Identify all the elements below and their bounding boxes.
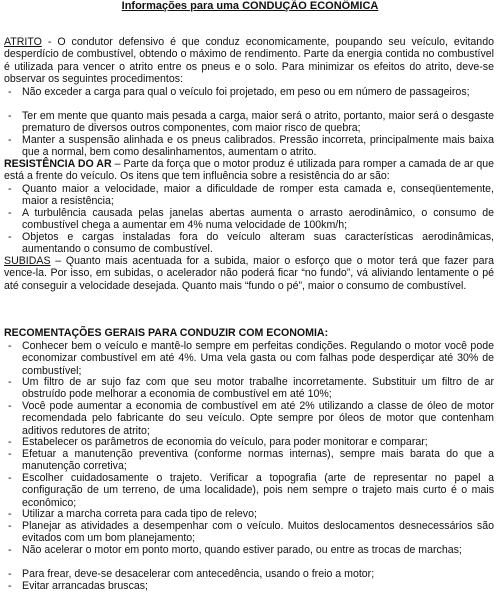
recomendacao-item-text: Você pode aumentar a economia de combustível em até 2% utilizando a classe de óleo de motor recomendada pelo fabricante do seu veículo. Opte sempre por óleos de motor que contenham aditivos redutores de atrito;	[22, 400, 494, 437]
recomendacoes-heading: RECOMENTAÇÕES GERAIS PARA CONDUZIR COM ECONOMIA:	[4, 327, 329, 339]
resistencia-paragraph	[4, 158, 494, 183]
atrito-paragraph	[4, 36, 494, 85]
bullet-dash: -	[8, 520, 12, 532]
bullet-dash: -	[8, 134, 12, 146]
bullet-dash: -	[8, 231, 12, 243]
recomendacao-item	[8, 436, 494, 448]
resistencia-item-text: Objetos e cargas instaladas fora do veículo alteram suas características aerodinâmicas, aumentando o consumo de combustível.	[22, 231, 494, 256]
atrito-heading: ATRITO	[4, 36, 42, 48]
recomendacao-item	[8, 580, 494, 592]
bullet-dash: -	[8, 340, 12, 352]
recomendacao-item-text: Um filtro de ar sujo faz com que seu motor trabalhe incorretamente. Substituir um filtro de ar obstruído pode melhorar a economia de combustível em até 10%;	[22, 376, 494, 401]
resistencia-item-text: Quanto maior a velocidade, maior a dificuldade de romper esta camada e, conseqüentemente, maior a resistência;	[22, 183, 494, 208]
recomendacao-item-text: Evitar arrancadas bruscas;	[22, 580, 149, 592]
recomendacao-item	[8, 376, 494, 401]
recomendacao-item-text: Conhecer bem o veículo e mantê-lo sempre em perfeitas condições. Regulando o motor você pode economizar combustível em até 4%. Uma vela gasta ou com falhas pode desperdiçar até 30% de combustível;	[22, 340, 494, 377]
resistencia-item-text: A turbulência causada pelas janelas abertas aumenta o arrasto aerodinâmico, o consumo de combustível chega a aumentar em 4% numa velocidade de 100km/h;	[22, 207, 494, 232]
recomendacao-item	[8, 508, 494, 520]
recomendacao-item	[8, 520, 494, 545]
resistencia-text: – Parte da força que o motor produz é utilizada para romper a camada de ar que está a frente do veículo. Os itens que tem influência sobre a resistência do ar são:	[4, 158, 494, 183]
recomendacao-item-text: Efetuar a manutenção preventiva (conforme normas internas), sempre mais barata do que a manutenção corretiva;	[22, 448, 494, 473]
resistencia-item	[8, 183, 494, 208]
bullet-dash: -	[8, 86, 12, 98]
recomendacao-item	[8, 544, 494, 556]
bullet-dash: -	[8, 400, 12, 412]
recomendacao-item	[8, 400, 494, 437]
recomendacao-item	[8, 568, 494, 580]
resistencia-heading: RESISTÊNCIA DO AR	[4, 158, 112, 170]
bullet-dash: -	[8, 207, 12, 219]
atrito-item-text: Manter a suspensão alinhada e os pneus calibrados. Pressão incorreta, principalmente mais baixa que a normal, bem como desalinhamentos, aumentam o atrito.	[22, 134, 494, 159]
atrito-text: - O condutor defensivo é que conduz economicamente, poupando seu veículo, evitando desperdício de combustível, obtendo o máximo de rendimento. Parte da energia contida no combustível é utilizada para vencer o atrito entre os pneus e o solo. Para minimizar os efeitos do atrito, deve-se observar os seguintes procedimentos:	[4, 36, 494, 85]
recomendacao-item-text: Utilizar a marcha correta para cada tipo de relevo;	[22, 508, 257, 520]
bullet-dash: -	[8, 580, 12, 592]
bullet-dash: -	[8, 376, 12, 388]
bullet-dash: -	[8, 472, 12, 484]
subidas-heading: SUBIDAS	[4, 255, 51, 267]
recomendacao-item-text: Escolher cuidadosamente o trajeto. Verificar a topografia (arte de representar no papel a configuração de um terreno, de uma localidade), pois nem sempre o trajeto mais curto é o mais econômico;	[22, 472, 494, 509]
recomendacao-item	[8, 472, 494, 509]
bullet-dash: -	[8, 508, 12, 520]
document-title: Informações para uma CONDUÇÃO ECONÔMICA	[121, 0, 379, 12]
recomendacao-item	[8, 340, 494, 377]
bullet-dash: -	[8, 183, 12, 195]
bullet-dash: -	[8, 544, 12, 556]
recomendacao-item-text: Não acelerar o motor em ponto morto, quando estiver parado, ou entre as trocas de marchas;	[22, 544, 462, 556]
atrito-item	[8, 86, 494, 98]
recomendacao-item-text: Estabelecer os parâmetros de economia do veículo, para poder monitorar e comparar;	[22, 436, 428, 448]
atrito-item	[8, 110, 494, 135]
resistencia-item	[8, 231, 494, 256]
atrito-item	[8, 134, 494, 159]
atrito-item-text: Ter em mente que quanto mais pesada a carga, maior será o atrito, portanto, maior será o desgaste prematuro de diversos outros componentes, com maior risco de quebra;	[22, 110, 494, 135]
bullet-dash: -	[8, 110, 12, 122]
bullet-dash: -	[8, 568, 12, 580]
subidas-text: – Quanto mais acentuada for a subida, maior o esforço que o motor terá que fazer para vence-la. Por isso, em subidas, o acelerador não poderá ficar “no fundo”, vá aliviando lentamente o pé até conseguir a velocidade desejada. Quanto mais “fundo o pé”, maior o consumo de combustível.	[4, 255, 494, 292]
recomendacao-item-text: Para frear, deve-se desacelerar com antecedência, usando o freio a motor;	[22, 568, 375, 580]
resistencia-item	[8, 207, 494, 232]
bullet-dash: -	[8, 436, 12, 448]
recomendacao-item	[8, 448, 494, 473]
recomendacao-item-text: Planejar as atividades a desempenhar com o veículo. Muitos deslocamentos desnecessários são evitados com um bom planejamento;	[22, 520, 494, 545]
subidas-paragraph	[4, 255, 494, 292]
bullet-dash: -	[8, 448, 12, 460]
atrito-item-text: Não exceder a carga para qual o veículo foi projetado, em peso ou em número de passageiros;	[22, 86, 470, 98]
